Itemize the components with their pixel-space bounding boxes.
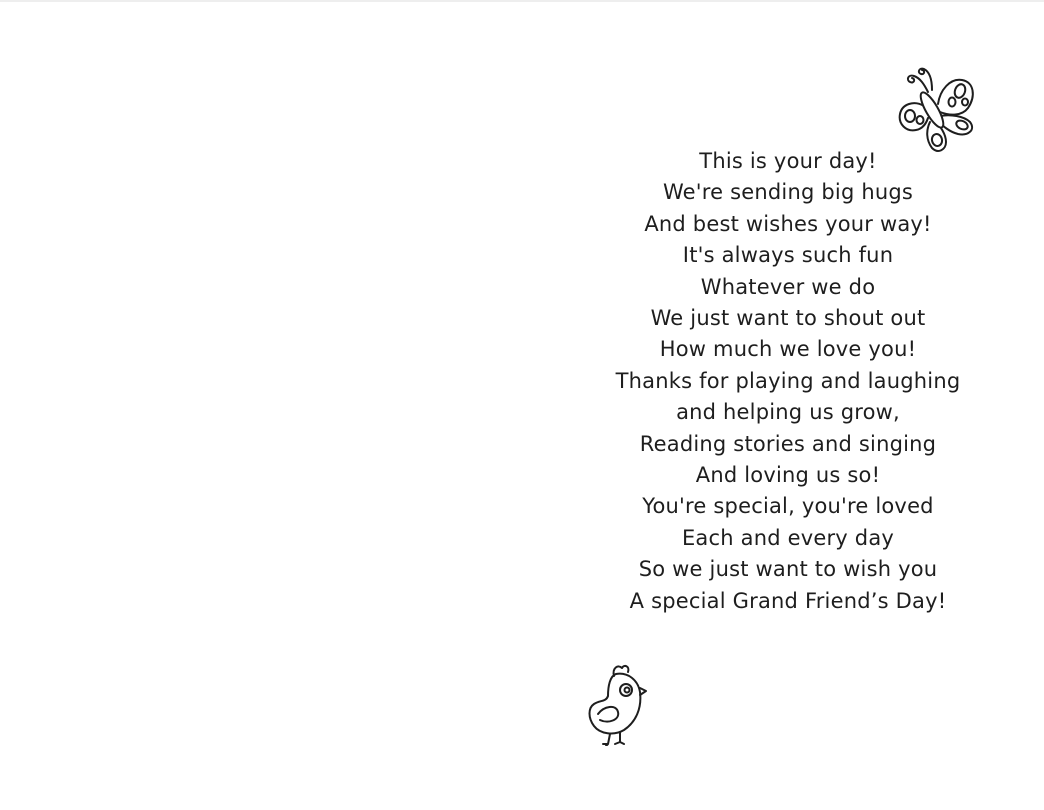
poem-line: So we just want to wish you: [638, 557, 938, 582]
bird-icon: [584, 660, 650, 746]
poem-line: Reading stories and singing: [639, 431, 937, 456]
poem-line: A special Grand Friend’s Day!: [629, 588, 947, 613]
poem-line: And loving us so!: [695, 463, 881, 488]
poem-line: And best wishes your way!: [644, 211, 932, 236]
poem-line: We just want to shout out: [650, 306, 926, 331]
top-divider: [0, 0, 1044, 2]
poem: [588, 146, 988, 617]
poem-line: This is your day!: [699, 149, 877, 173]
poem-line: Whatever we do: [700, 274, 876, 299]
poem-line: and helping us grow,: [676, 400, 900, 425]
poem-line: We're sending big hugs: [662, 180, 914, 205]
poem-line: Thanks for playing and laughing: [615, 368, 961, 393]
poem-line: Each and every day: [681, 525, 895, 550]
poem-line: It's always such fun: [682, 243, 894, 268]
butterfly-icon: [894, 64, 978, 154]
poem-line: You're special, you're loved: [642, 494, 934, 519]
poem-line: How much we love you!: [659, 337, 917, 362]
